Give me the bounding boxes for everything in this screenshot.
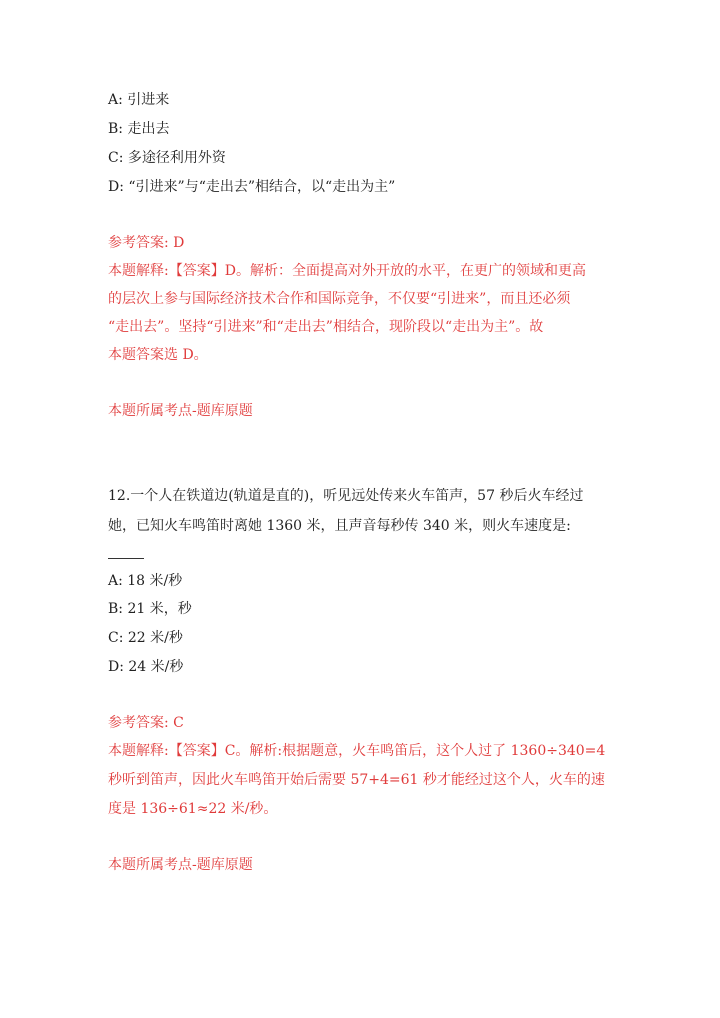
q11-option-c: C: 多途径利用外资 (108, 150, 226, 166)
q11-source: 本题所属考点-题库原题 (108, 403, 253, 419)
q11-option-d: D: “引进来”与“走出去”相结合，以“走出为主” (108, 179, 396, 195)
q12-option-c: C: 22 米/秒 (108, 630, 183, 646)
q11-explanation-line-4: 本题答案选 D。 (108, 347, 208, 363)
q12-option-a: A: 18 米/秒 (108, 573, 183, 589)
q12-explanation-line-1: 本题解释:【答案】C。解析:根据题意，火车鸣笛后，这个人过了 1360÷340=4 (108, 743, 606, 759)
answer-blank (108, 558, 144, 559)
q12-source: 本题所属考点-题库原题 (108, 857, 253, 873)
q12-option-b: B: 21 米，秒 (108, 601, 192, 617)
q12-stem-line-1: 12.一个人在铁道边(轨道是直的)，听见远处传来火车笛声，57 秒后火车经过 (108, 488, 584, 504)
q11-explanation-line-2: 的层次上参与国际经济技术合作和国际竞争，不仅要“引进来”，而且还必须 (108, 291, 571, 307)
q12-explanation-line-3: 度是 136÷61≈22 米/秒。 (108, 801, 278, 817)
q12-answer: 参考答案: C (108, 715, 184, 731)
q11-option-a: A: 引进来 (108, 92, 170, 108)
q11-explanation-line-3: “走出去”。坚持“引进来”和“走出去”相结合，现阶段以“走出为主”。故 (108, 319, 544, 335)
q11-answer: 参考答案: D (108, 235, 185, 251)
q12-option-d: D: 24 米/秒 (108, 659, 184, 675)
q11-option-b: B: 走出去 (108, 121, 170, 137)
q12-explanation-line-2: 秒听到笛声，因此火车鸣笛开始后需要 57+4=61 秒才能经过这个人，火车的速 (108, 772, 605, 788)
q11-explanation-line-1: 本题解释:【答案】D。解析：全面提高对外开放的水平，在更广的领域和更高 (108, 263, 586, 279)
q12-stem-line-2: 她，已知火车鸣笛时离她 1360 米，且声音每秒传 340 米，则火车速度是: (108, 518, 571, 534)
